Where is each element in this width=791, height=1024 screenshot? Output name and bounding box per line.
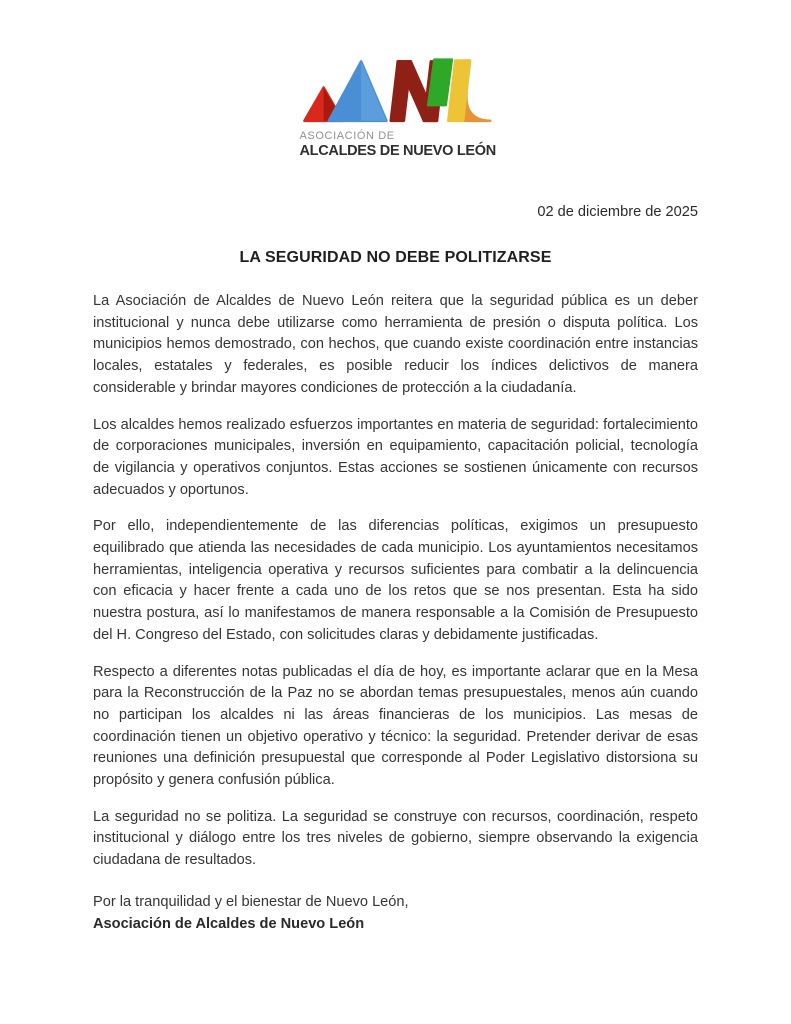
paragraph-5: La seguridad no se politiza. La seguridad se construye con recursos, coordinación, respeto institucional y diálogo entre los tres niveles de gobierno, siempre observando la exigencia ciudadana de resultados.: [93, 808, 698, 869]
document-title: LA SEGURIDAD NO DEBE POLITIZARSE: [239, 249, 552, 266]
paragraph-1: La Asociación de Alcaldes de Nuevo León reitera que la seguridad pública es un deber institucional y nunca debe utilizarse como herramienta de presión o disputa política. Los municipios hemos demostrado, con hechos, que cuando existe coordinación entre instancias locales, estatales y federales, es posible reducir los índices delictivos de manera considerable y brindar mayores condiciones de protección a la ciudadanía.: [93, 293, 698, 396]
logo: [299, 58, 496, 159]
document-date: 02 de diciembre de 2025: [537, 204, 698, 220]
anl-logo-icon: [300, 58, 492, 126]
signature: Asociación de Alcaldes de Nuevo León: [93, 915, 365, 932]
paragraph-4: Respecto a diferentes notas publicadas el día de hoy, es importante aclarar que en la Mesa para la Reconstrucción de la Paz no se abordan temas presupuestales, menos aún cuando no participan los alcaldes ni las áreas financieras de los municipios. Las mesas de coordinación tienen un objetivo operativo y técnico: la seguridad. Pretender derivar de esas reuniones una definición presupuestal que corresponde al Poder Legislativo distorsiona su propósito y genera confusión pública.: [93, 663, 698, 789]
paragraph-2: Los alcaldes hemos realizado esfuerzos importantes en materia de seguridad: fortalecimiento de corporaciones municipales, inversión en equipamiento, capacitación policial, tecnología de vigilancia y operativos conjuntos. Estas acciones se sostienen únicamente con recursos adecuados y oportunos.: [93, 416, 698, 498]
logo-tagline-bottom: ALCALDES DE NUEVO LEÓN: [299, 143, 496, 159]
closing-line: Por la tranquilidad y el bienestar de Nuevo León,: [93, 893, 409, 910]
paragraph-3: Por ello, independientemente de las diferencias políticas, exigimos un presupuesto equilibrado que atienda las necesidades de cada municipio. Los ayuntamientos necesitamos herramientas, inteligencia operativa y recursos suficientes para combatir a la delincuencia con eficacia y hacer frente a cada uno de los retos que se nos presentan. Esta ha sido nuestra postura, así lo manifestamos de manera responsable a la Comisión de Presupuesto del H. Congreso del Estado, con solicitudes claras y debidamente justificadas.: [93, 518, 698, 643]
logo-tagline-top: ASOCIACIÓN DE: [299, 130, 395, 142]
